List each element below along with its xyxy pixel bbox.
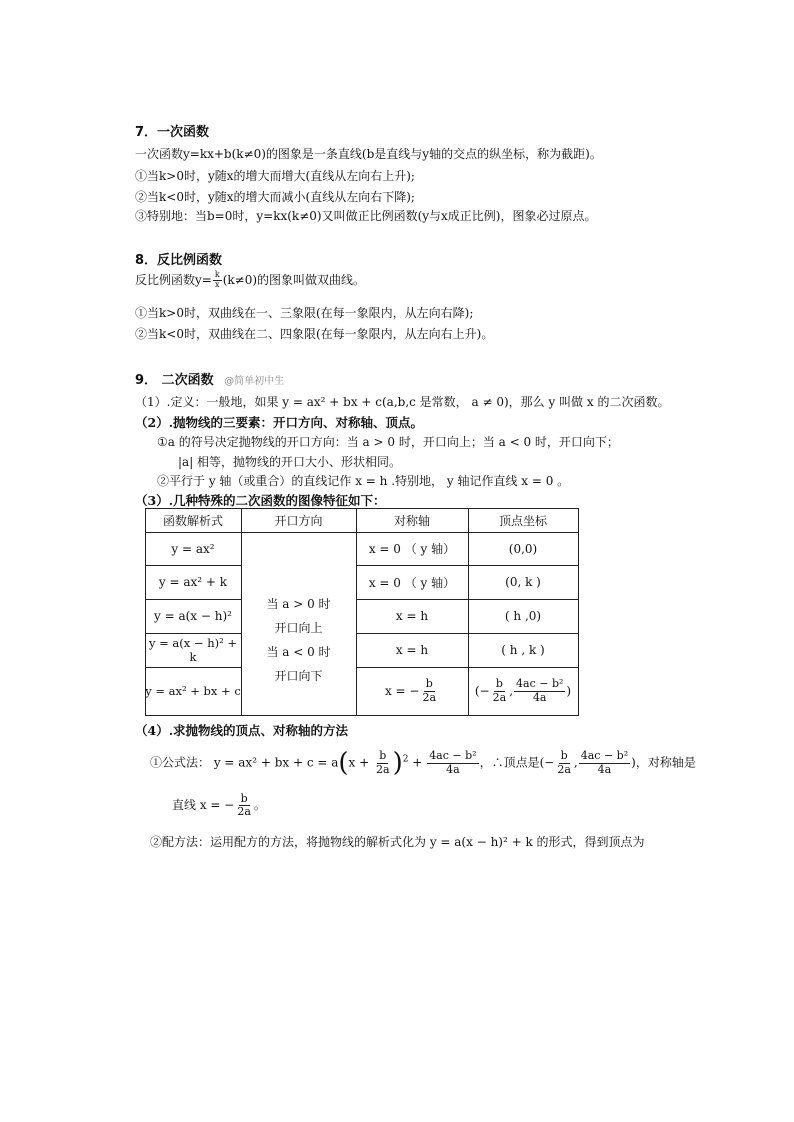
formula-method-line: ①公式法： y = ax² + bx + c = a(x + $\frac{b}{2a}$ )$^2$ + $\frac{\text{4ac − b²}}{4a}$ ，∴顶点是(− $\frac{b}{2a}$ , $\frac{\text{4ac − b²}}{4a}$ )，对称轴是 xyxy=(150,748,696,778)
axis-prefix: x = − xyxy=(384,684,420,698)
vertex-y-fraction xyxy=(579,750,630,775)
vertex-y-fraction xyxy=(514,678,565,703)
fraction-denominator: 4a xyxy=(446,762,460,776)
table-row-5-vertex: (− $\frac{b}{2a}$ , $\frac{\text{4ac − b²}}{4a}$ ) xyxy=(474,677,572,704)
fraction-numerator: 4ac − b² xyxy=(429,749,477,763)
table-row-3-vertex: ( h ,0) xyxy=(504,609,542,623)
fraction-numerator: b xyxy=(240,792,248,805)
fraction-denominator: 2a xyxy=(237,805,251,819)
table-row-4-axis: x = h xyxy=(395,643,429,657)
fraction-denominator: 2a xyxy=(557,762,571,776)
section-8-line-1-pre: 反比例函数y= xyxy=(135,273,212,287)
b-over-2a-fraction xyxy=(491,678,509,703)
table-row-1-formula: y = ax² xyxy=(171,541,215,556)
opening-line-1: 当 a > 0 时 xyxy=(266,597,331,611)
fraction-denominator: 4a xyxy=(597,762,612,776)
section-9-point-a-cont: |a| 相等，抛物线的开口大小、形状相同。 xyxy=(178,455,402,469)
table-row-3-axis: x = h xyxy=(395,609,429,623)
section-9-point-b: ②平行于 y 轴（或重合）的直线记作 x = h .特别地， y 轴记作直线 x = 0 。 xyxy=(157,474,570,488)
b-over-2a-fraction xyxy=(555,750,573,775)
fraction-numerator: k xyxy=(214,270,220,280)
table-row-4-formula: y = a(x − h)² + k xyxy=(148,636,237,664)
fraction-denominator: 2a xyxy=(376,762,390,776)
section-9-point-a: ①a 的符号决定抛物线的开口方向：当 a > 0 时，开口向上；当 a < 0 时，开口向下； xyxy=(157,435,619,449)
right-paren-glyph: ) xyxy=(392,748,403,778)
axis-line xyxy=(172,793,266,818)
section-7-heading: 7．一次函数 xyxy=(135,125,210,140)
fraction-numerator: 4ac − b² xyxy=(516,677,564,691)
left-paren-glyph: ( xyxy=(338,748,349,778)
fraction-denominator: 2a xyxy=(422,690,437,704)
fraction-numerator: b xyxy=(495,677,503,691)
quadratic-features-table xyxy=(145,508,579,716)
axis-line-post: 。 xyxy=(253,798,266,813)
formula-method-post: ，对称轴是 xyxy=(635,755,696,770)
table-row-2-formula: y = ax² + k xyxy=(158,575,228,589)
table-row-5-axis xyxy=(356,667,468,715)
fraction-numerator: 4ac − b² xyxy=(580,749,629,763)
watermark-text: @简单初中生 xyxy=(224,376,285,387)
section-7-line-3: ②当k<0时，y随x的增大而减小(直线从左向右下降); xyxy=(135,190,415,204)
vertex-open: (− xyxy=(474,684,490,698)
header-formula: 函数解析式 xyxy=(162,513,223,528)
section-7-line-4: ③特别地：当b=0时，y=kx(k≠0)又叫做正比例函数(y与x成正比例)，图象必过原点。 xyxy=(135,209,597,223)
table-row-1-axis: x = 0 （ y 轴） xyxy=(368,542,456,556)
plus-sign: + xyxy=(412,755,423,770)
opening-line-4: 开口向下 xyxy=(274,669,323,683)
b-over-2a-fraction xyxy=(235,793,253,818)
section-9-vertex-methods: （4）.求抛物线的顶点、对称轴的方法 xyxy=(135,723,349,738)
section-9-table-intro: （3）.几种特殊的二次函数的图像特征如下： xyxy=(135,493,386,508)
k-over-x-fraction xyxy=(213,271,222,290)
table-row-2-axis: x = 0 （ y 轴） xyxy=(368,575,456,590)
section-7-line-2: ①当k>0时，y随x的增大而增大(直线从左向右上升); xyxy=(135,169,415,183)
section-8-heading: 8．反比例函数 xyxy=(135,253,223,268)
b-over-2a-fraction xyxy=(420,678,438,703)
fraction-denominator: 4a xyxy=(532,690,547,704)
table-row-3-formula: y = a(x − h)² xyxy=(154,609,232,623)
opening-line-2: 开口向上 xyxy=(274,621,323,635)
section-9-title: 9． 二次函数 xyxy=(135,373,214,388)
fraction-numerator: b xyxy=(379,749,387,763)
section-9-heading xyxy=(135,369,284,388)
axis-line-pre: 直线 x = − xyxy=(172,798,235,813)
table-row-1-vertex: (0,0) xyxy=(508,541,538,556)
fraction-numerator: b xyxy=(425,677,433,691)
table-row-4-vertex: ( h , k ) xyxy=(501,643,545,657)
table-row-2-vertex: (0, k ) xyxy=(505,575,541,589)
b-over-2a-fraction xyxy=(374,750,392,775)
completing-square-line: ②配方法：运用配方的方法，将抛物线的解析式化为 y = a(x − h)² + k 的形式，得到顶点为 xyxy=(150,835,645,849)
x-plus: x + xyxy=(348,755,370,770)
square-superscript: 2 xyxy=(402,754,409,765)
table-row-5-formula: y = ax² + bx + c xyxy=(145,684,241,698)
section-8-line-2: ①当k>0时，双曲线在一、三象限(在每一象限内，从左向右降); xyxy=(135,306,474,320)
section-9-definition: （1）.定义：一般地，如果 y = ax² + bx + c(a,b,c 是常数， a ≠ 0)，那么 y 叫做 x 的二次函数。 xyxy=(135,395,670,409)
fraction-numerator: b xyxy=(560,749,568,763)
fraction-denominator: 2a xyxy=(492,690,507,704)
formula-method-mid: ，∴顶点是 xyxy=(479,755,540,770)
vertex-close: ) xyxy=(566,684,572,698)
header-opening: 开口方向 xyxy=(274,513,323,528)
opening-line-3: 当 a < 0 时 xyxy=(266,645,331,659)
section-9-three-elements: （2）.抛物线的三要素：开口方向、对称轴、顶点。 xyxy=(135,415,424,430)
section-8-line-3: ②当k<0时，双曲线在二、四象限(在每一象限内，从左向右上升)。 xyxy=(135,327,494,341)
section-7-line-1: 一次函数y=kx+b(k≠0)的图象是一条直线(b是直线与y轴的交点的纵坐标，称为截距)。 xyxy=(135,147,602,161)
fraction-denominator: x xyxy=(215,280,220,289)
section-8-line-1 xyxy=(135,271,365,290)
header-axis: 对称轴 xyxy=(393,513,430,528)
section-8-line-1-post: (k≠0)的图象叫做双曲线。 xyxy=(222,273,366,287)
vertex-y-fraction xyxy=(427,750,478,775)
opening-direction-cell xyxy=(241,565,356,715)
header-vertex: 顶点坐标 xyxy=(498,513,547,528)
formula-method-pre: ①公式法： y = ax² + bx + c = a xyxy=(150,755,339,770)
